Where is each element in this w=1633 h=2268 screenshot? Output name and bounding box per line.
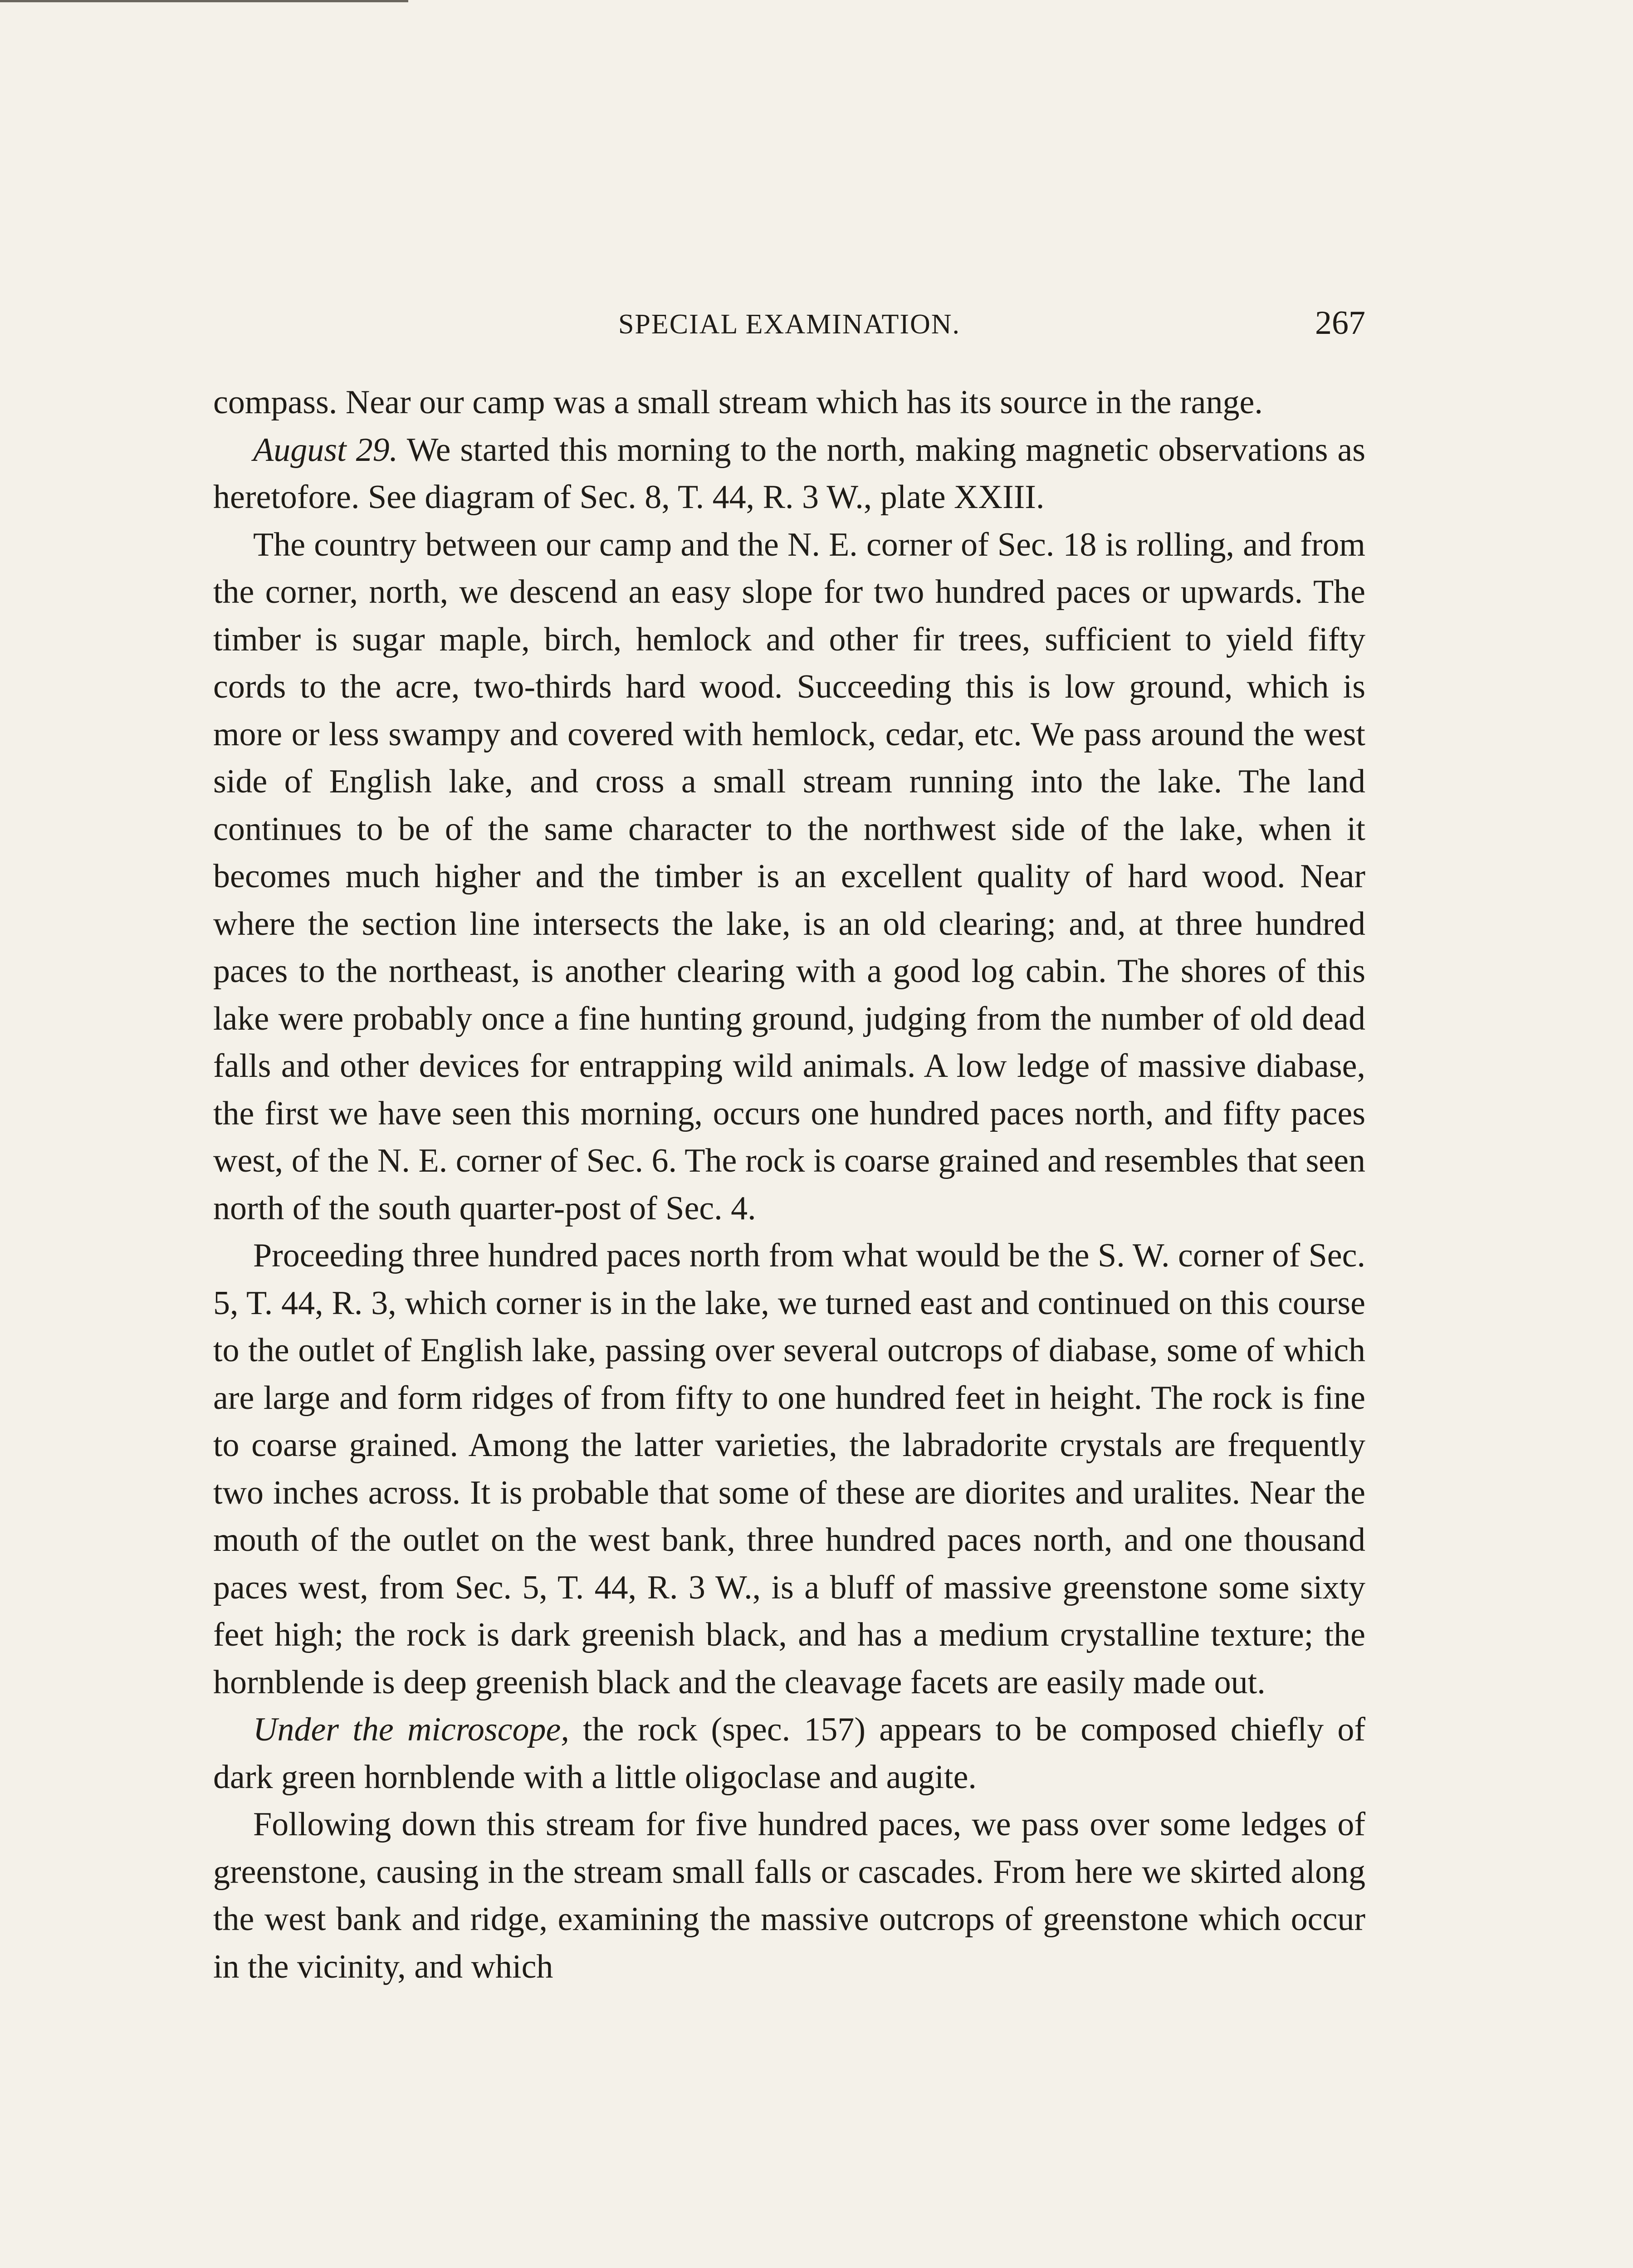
top-border-rule (0, 0, 408, 2)
paragraph-proceeding (213, 1232, 1365, 1706)
running-title: SPECIAL EXAMINATION. (618, 309, 961, 340)
paragraph-text: compass. Near our camp was a small stream which has its source in the range. (213, 384, 1263, 421)
page-number: 267 (1315, 304, 1365, 342)
paragraph-text: Following down this stream for five hundred paces, we pass over some ledges of greenstone, causing in the stream small falls or cascades. From here we skirted along the west bank and ridge, examining the massive outcrops of greenstone which occur in the vicinity, and which (213, 1806, 1365, 1985)
paragraph-country (213, 521, 1365, 1232)
microscope-lead-in: Under the microscope, (253, 1711, 569, 1748)
paragraph-continuation (213, 379, 1365, 426)
date-lead-in: August 29. (253, 431, 398, 469)
paragraph-microscope (213, 1706, 1365, 1801)
body-text (213, 379, 1365, 1990)
running-head (213, 304, 1365, 354)
paragraph-text: The country between our camp and the N. E. corner of Sec. 18 is rolling, and from the corner, north, we descend an easy slope for two hundred paces or upwards. The timber is sugar maple, birch, hemlock and other fir trees, sufficient to yield fifty cords to the acre, two-thirds hard wood. Succeeding this is low ground, which is more or less swampy and covered with hemlock, cedar, etc. We pass around the west side of English lake, and cross a small stream running into the lake. The land continues to be of the same character to the northwest side of the lake, when it becomes much higher and the timber is an excellent quality of hard wood. Near where the section line intersects the lake, is an old clearing; and, at three hundred paces to the northeast, is another clearing with a good log cabin. The shores of this lake were probably once a fine hunting ground, judging from the number of old dead falls and other devices for entrapping wild animals. A low ledge of massive diabase, the first we have seen this morning, occurs one hundred paces north, and fifty paces west, of the N. E. corner of Sec. 6. The rock is coarse grained and resembles that seen north of the south quarter-post of Sec. 4. (213, 526, 1365, 1227)
paragraph-text: the rock (spec. 157) appears to be composed chiefly of dark green hornblende with a little oligoclase and augite. (213, 1711, 1366, 1796)
paragraph-august-29 (213, 426, 1365, 521)
paragraph-text: We started this morning to the north, making magnetic observations as heretofore. See diagram of Sec. 8, T. 44, R. 3 W., plate XXIII. (213, 431, 1366, 516)
paragraph-text: Proceeding three hundred paces north from what would be the S. W. corner of Sec. 5, T. 44, R. 3, which corner is in the lake, we turned east and continued on this course to the outlet of English lake, passing over several outcrops of diabase, some of which are large and form ridges of from fifty to one hundred feet in height. The rock is fine to coarse grained. Among the latter varieties, the labradorite crystals are frequently two inches across. It is probable that some of these are diorites and uralites. Near the mouth of the outlet on the west bank, three hundred paces north, and one thousand paces west, from Sec. 5, T. 44, R. 3 W., is a bluff of massive greenstone some sixty feet high; the rock is dark greenish black, and has a medium crystalline texture; the hornblende is deep greenish black and the cleavage facets are easily made out. (213, 1237, 1365, 1701)
paragraph-following (213, 1801, 1365, 1990)
